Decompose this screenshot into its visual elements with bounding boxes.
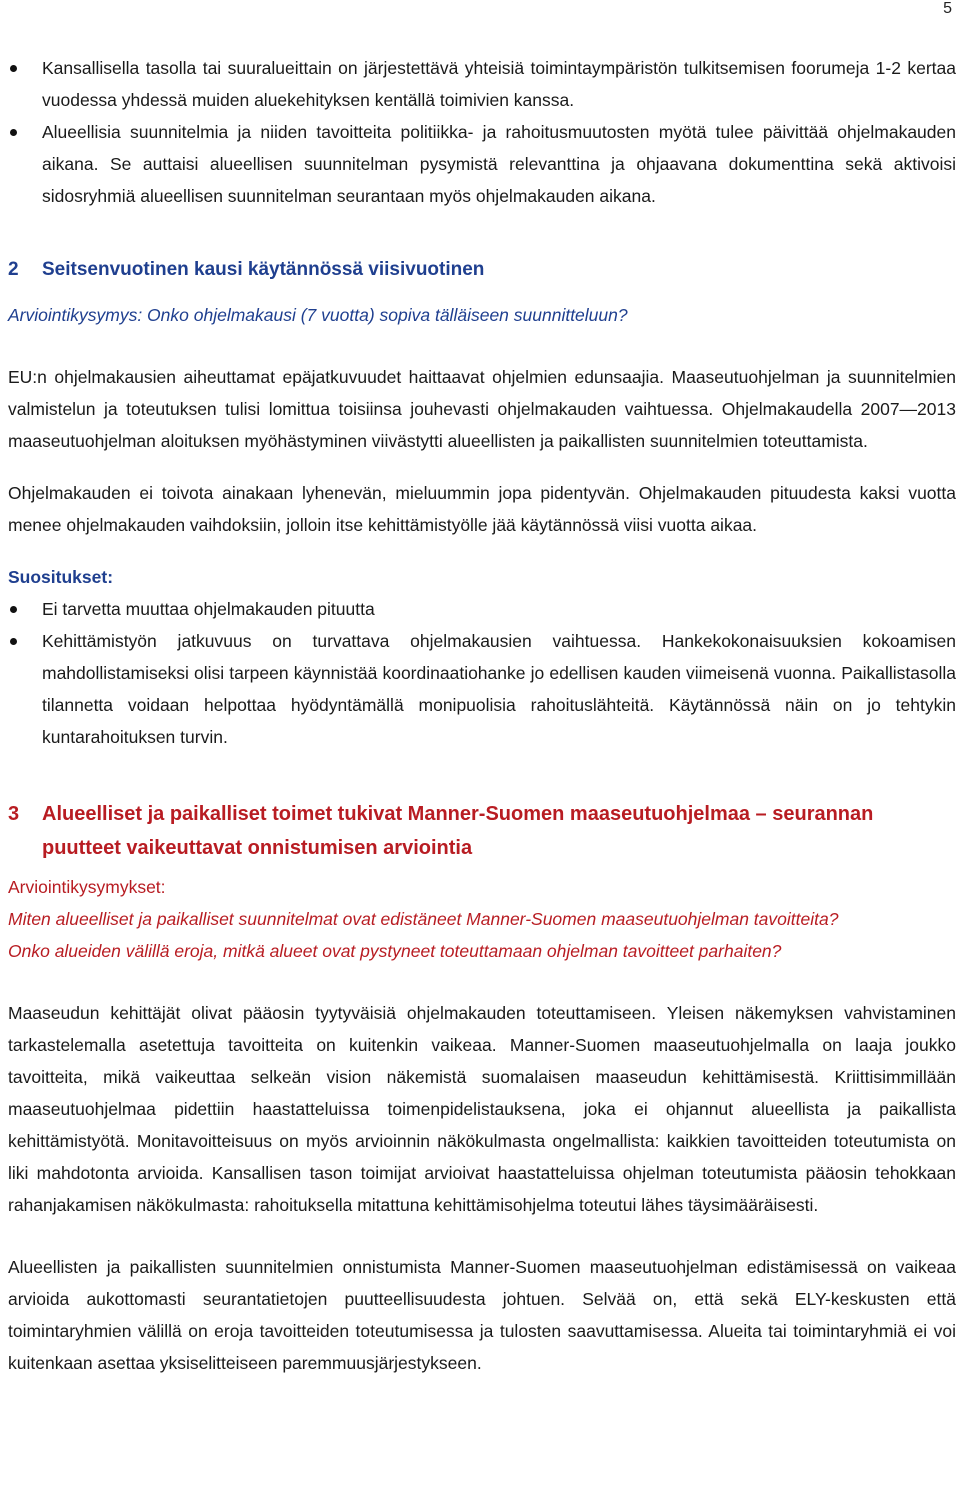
evaluation-question: Onko alueiden välillä eroja, mitkä alueet ovat pystyneet toteuttamaan ohjelman tavoitteet parhaiten?: [8, 941, 782, 961]
recommendations-list: [8, 593, 956, 753]
list-item: [8, 116, 956, 212]
document-body: [8, 52, 956, 1379]
list-item-text: Ei tarvetta muuttaa ohjelmakauden pituutta: [42, 599, 375, 619]
section-title: Seitsenvuotinen kausi käytännössä viisivuotinen: [42, 259, 485, 280]
section-number: 3: [8, 803, 20, 825]
bullet-icon: [10, 638, 17, 645]
section-number: 2: [8, 259, 19, 280]
paragraph: EU:n ohjelmakausien aiheuttamat epäjatkuvuudet haittaavat ohjelmien edunsaajia. Maaseutuohjelman ja suunnitelmien valmistelun ja toteutuksen tulisi lomittua toisiinsa jouhevasti ohjelmakauden vaihtuessa. Ohjelmakaudella 2007—2013 maaseutuohjelman aloituksen myöhästyminen viivästytti alueellisten ja paikallisten suunnitelmien toteuttamista.: [8, 367, 956, 451]
list-item: [8, 625, 956, 753]
list-item-text: Kehittämistyön jatkuvuus on turvattava ohjelmakausien vaihtuessa. Hankekokonaisuuksien kokoamisen mahdollistamiseksi olisi tarpeen käynnistää koordinaatiohanke jo edellisen kauden viimeisenä vuonna. Paikallistasolla tilannetta voidaan helpottaa hyödyntämällä monipuolisia rahoituslähteitä. Käytännössä näin on jo tehtykin kuntarahoituksen turvin.: [42, 631, 956, 747]
bullet-icon: [10, 129, 17, 136]
evaluation-questions-label: Arviointikysymykset:: [8, 877, 166, 897]
bullet-icon: [10, 606, 17, 613]
evaluation-question: Miten alueelliset ja paikalliset suunnitelmat ovat edistäneet Manner-Suomen maaseutuohjelman tavoitteita?: [8, 909, 839, 929]
list-item-text: Kansallisella tasolla tai suuralueittain on järjestettävä yhteisiä toimintaympäristön tulkitsemisen foorumeja 1-2 kertaa vuodessa yhdessä muiden aluekehityksen kentällä toimivien kanssa.: [42, 58, 956, 110]
intro-bullet-list: [8, 52, 956, 212]
section-title: Alueelliset ja paikalliset toimet tukivat Manner-Suomen maaseutuohjelmaa – seurannan puutteet vaikeuttavat onnistumisen arviointia: [42, 803, 874, 859]
evaluation-question: Arviointikysymys: Onko ohjelmakausi (7 vuotta) sopiva tälläiseen suunnitteluun?: [8, 305, 628, 325]
recommendations-heading: Suositukset:: [8, 567, 114, 587]
section-3-heading: [8, 797, 956, 865]
section-2-heading: [8, 254, 956, 286]
paragraph: Ohjelmakauden ei toivota ainakaan lyhenevän, mieluummin jopa pidentyvän. Ohjelmakauden pituudesta kaksi vuotta menee ohjelmakauden vaihdoksiin, jolloin itse kehittämistyölle jää käytännössä viisi vuotta aikaa.: [8, 483, 956, 535]
list-item-text: Alueellisia suunnitelmia ja niiden tavoitteita politiikka- ja rahoitusmuutosten myötä tulee päivittää ohjelmakauden aikana. Se auttaisi alueellisen suunnitelman pysymistä relevanttina ja ohjaavana dokumenttina sekä aktivoisi sidosryhmiä alueellisen suunnitelman seurantaan myös ohjelmakauden aikana.: [42, 122, 956, 206]
list-item: [8, 593, 956, 625]
page-number: 5: [943, 0, 952, 17]
paragraph: Maaseudun kehittäjät olivat pääosin tyytyväisiä ohjelmakauden toteuttamiseen. Yleisen näkemyksen vahvistaminen tarkastelemalla asetettuja tavoitteita on kuitenkin vaikeaa. Manner-Suomen maaseutuohjelmalla on laaja joukko tavoitteita, mikä vaikeuttaa selkeän vision näkemistä suomalaisen maaseudun kehittämisestä. Kriittisimmillään maaseutuohjelmaa pidettiin haastatteluissa toimenpidelistauksena, joka ei ohjannut alueellista ja paikallista kehittämistyötä. Monitavoitteisuus on myös arvioinnin näkökulmasta ongelmallista: kaikkien tavoitteiden toteutumista on liki mahdotonta arvioida. Kansallisen tason toimijat arvioivat haastatteluissa ohjelman toteutumista pääosin tehokkaan rahanjakamisen näkökulmasta: rahoituksella mitattuna kehittämisohjelma toteutui lähes täysimääräisesti.: [8, 1003, 956, 1215]
bullet-icon: [10, 65, 17, 72]
list-item: [8, 52, 956, 116]
paragraph: Alueellisten ja paikallisten suunnitelmien onnistumista Manner-Suomen maaseutuohjelman edistämisessä on vaikeaa arvioida aukottomasti seurantatietojen puutteellisuudesta johtuen. Selvää on, että sekä ELY-keskusten että toimintaryhmien välillä on eroja tavoitteiden toteutumisessa ja tulosten saavuttamisessa. Alueita tai toimintaryhmiä ei voi kuitenkaan asettaa yksiselitteiseen paremmuusjärjestykseen.: [8, 1257, 956, 1373]
